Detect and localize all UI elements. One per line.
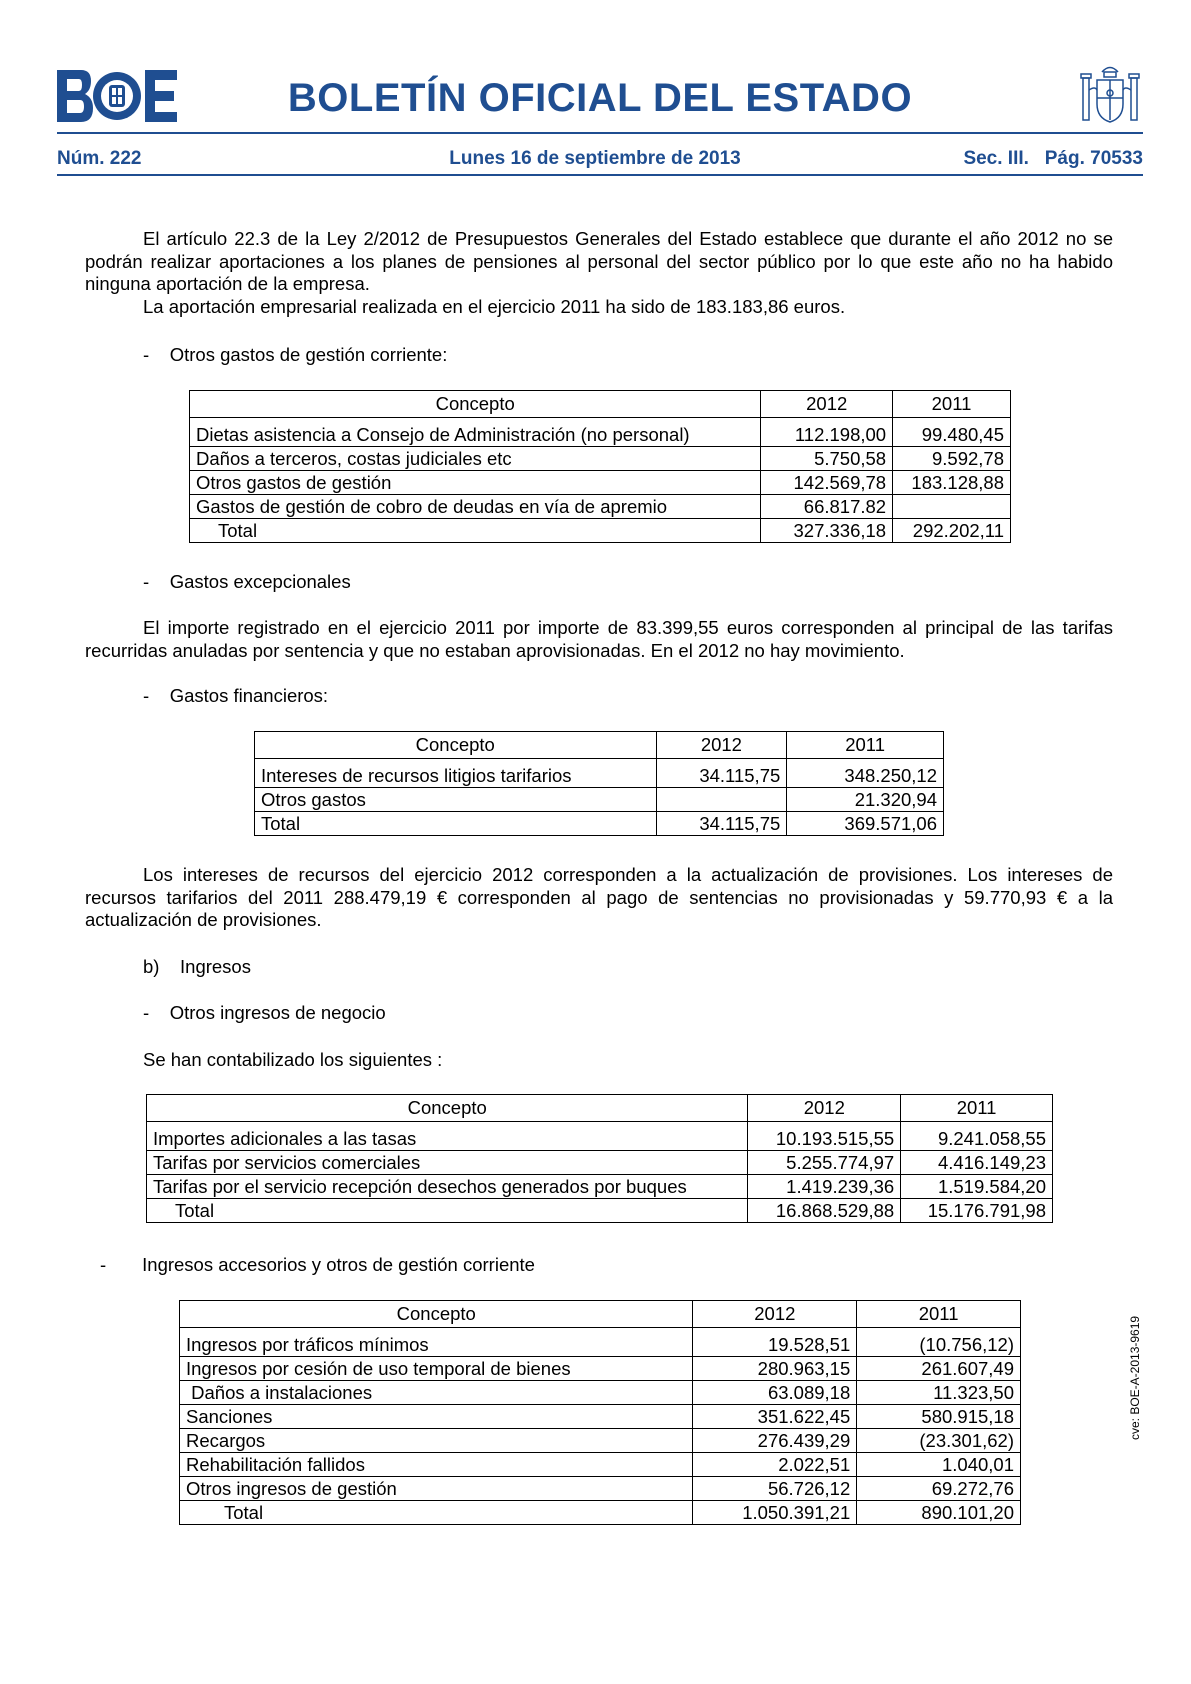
col-header-2012: 2012 xyxy=(693,1301,857,1328)
heading-gastos-excepcionales: - Gastos excepcionales xyxy=(143,571,351,592)
cell-2011: 99.480,45 xyxy=(893,418,1011,447)
cell-concepto: Recargos xyxy=(180,1429,693,1453)
cell-2012: 2.022,51 xyxy=(693,1453,857,1477)
cell-concepto: Daños a instalaciones xyxy=(180,1381,693,1405)
cell-2012: 63.089,18 xyxy=(693,1381,857,1405)
cell-concepto: Ingresos por cesión de uso temporal de bienes xyxy=(180,1357,693,1381)
cell-2011: (23.301,62) xyxy=(857,1429,1021,1453)
table-row xyxy=(180,1328,1021,1357)
table-gastos-financieros xyxy=(254,731,944,836)
cell-2011: 69.272,76 xyxy=(857,1477,1021,1501)
cell-concepto: Rehabilitación fallidos xyxy=(180,1453,693,1477)
cell-concepto: Otros gastos de gestión xyxy=(190,471,761,495)
cell-2011: 21.320,94 xyxy=(787,788,944,812)
cell-2012: 1.419.239,36 xyxy=(748,1175,901,1199)
table-total-row xyxy=(147,1199,1053,1223)
col-header-concepto: Concepto xyxy=(180,1301,693,1328)
cell-2012: 351.622,45 xyxy=(693,1405,857,1429)
cell-2012: 56.726,12 xyxy=(693,1477,857,1501)
cell-2012: 280.963,15 xyxy=(693,1357,857,1381)
table-total-row xyxy=(255,812,944,836)
paragraph-aportacion-2011: La aportación empresarial realizada en el ejercicio 2011 ha sido de 183.183,86 euros. xyxy=(143,296,846,317)
table-row xyxy=(147,1175,1053,1199)
cell-total-label: Total xyxy=(190,519,761,543)
paragraph-contabilizado: Se han contabilizado los siguientes : xyxy=(143,1049,443,1070)
table-row xyxy=(180,1381,1021,1405)
cell-total-2012: 1.050.391,21 xyxy=(693,1501,857,1525)
table-row xyxy=(190,447,1011,471)
cell-2011: 9.241.058,55 xyxy=(901,1122,1053,1151)
heading-otros-ingresos-negocio: - Otros ingresos de negocio xyxy=(143,1002,386,1023)
heading-gastos-financieros: - Gastos financieros: xyxy=(143,685,329,706)
cell-total-label: Total xyxy=(255,812,657,836)
cell-2012: 5.255.774,97 xyxy=(748,1151,901,1175)
cve-code: cve: BOE-A-2013-9619 xyxy=(1128,1315,1142,1440)
cell-total-2011: 369.571,06 xyxy=(787,812,944,836)
paragraph-ley-presupuestos: El artículo 22.3 de la Ley 2/2012 de Presupuestos Generales del Estado establece que durante el año 2012 no se podrán realizar aportaciones a los planes de pensiones al personal del sector público por lo que este año no ha habido ninguna aportación de la empresa. xyxy=(85,228,1113,294)
paragraph-intereses-recursos: Los intereses de recursos del ejercicio 2012 corresponden a la actualización de provisiones. Los intereses de recursos tarifarios del 2011 288.479,19 € corresponden al pago de sentencias no provisionadas y 59.770,93 € a la actualización de provisiones. xyxy=(85,864,1113,930)
cell-concepto: Importes adicionales a las tasas xyxy=(147,1122,748,1151)
col-header-2011: 2011 xyxy=(893,391,1011,418)
table-row xyxy=(180,1453,1021,1477)
table-header-row xyxy=(180,1301,1021,1328)
cell-2011: (10.756,12) xyxy=(857,1328,1021,1357)
col-header-2012: 2012 xyxy=(748,1095,901,1122)
cell-2011: 183.128,88 xyxy=(893,471,1011,495)
table-row xyxy=(180,1429,1021,1453)
table-row xyxy=(190,471,1011,495)
col-header-concepto: Concepto xyxy=(190,391,761,418)
table-row xyxy=(255,788,944,812)
col-header-2011: 2011 xyxy=(857,1301,1021,1328)
cell-total-2011: 292.202,11 xyxy=(893,519,1011,543)
col-header-2012: 2012 xyxy=(761,391,893,418)
cell-2012: 142.569,78 xyxy=(761,471,893,495)
table-otros-gastos-gestion xyxy=(189,390,1011,543)
cell-2012: 66.817.82 xyxy=(761,495,893,519)
cell-2011: 9.592,78 xyxy=(893,447,1011,471)
cell-total-label: Total xyxy=(180,1501,693,1525)
cell-2011: 1.519.584,20 xyxy=(901,1175,1053,1199)
cell-2011: 580.915,18 xyxy=(857,1405,1021,1429)
header-rule-top xyxy=(57,132,1143,134)
table-row xyxy=(180,1477,1021,1501)
cell-2012: 112.198,00 xyxy=(761,418,893,447)
cell-concepto: Dietas asistencia a Consejo de Administración (no personal) xyxy=(190,418,761,447)
cell-concepto: Tarifas por el servicio recepción desechos generados por buques xyxy=(147,1175,748,1199)
table-otros-ingresos-negocio xyxy=(146,1094,1053,1223)
cell-2012: 5.750,58 xyxy=(761,447,893,471)
cell-concepto: Otros gastos xyxy=(255,788,657,812)
cell-2012: 10.193.515,55 xyxy=(748,1122,901,1151)
heading-ingresos-accesorios: - Ingresos accesorios y otros de gestión corriente xyxy=(100,1254,535,1275)
cell-concepto: Intereses de recursos litigios tarifarios xyxy=(255,759,657,788)
col-header-2012: 2012 xyxy=(656,732,787,759)
cell-2012 xyxy=(656,788,787,812)
cell-2012: 276.439,29 xyxy=(693,1429,857,1453)
cell-total-2011: 15.176.791,98 xyxy=(901,1199,1053,1223)
table-total-row xyxy=(190,519,1011,543)
table-row xyxy=(180,1405,1021,1429)
cell-2011: 4.416.149,23 xyxy=(901,1151,1053,1175)
cell-2012: 19.528,51 xyxy=(693,1328,857,1357)
section-page: Sec. III. Pág. 70533 xyxy=(963,148,1143,169)
col-header-2011: 2011 xyxy=(901,1095,1053,1122)
cell-concepto: Sanciones xyxy=(180,1405,693,1429)
issue-date: Lunes 16 de septiembre de 2013 xyxy=(449,148,741,169)
cell-2011: 261.607,49 xyxy=(857,1357,1021,1381)
col-header-concepto: Concepto xyxy=(255,732,657,759)
table-header-row xyxy=(255,732,944,759)
cell-2011: 348.250,12 xyxy=(787,759,944,788)
table-row xyxy=(190,495,1011,519)
cell-concepto: Daños a terceros, costas judiciales etc xyxy=(190,447,761,471)
cell-total-2011: 890.101,20 xyxy=(857,1501,1021,1525)
heading-otros-gastos-gestion: - Otros gastos de gestión corriente: xyxy=(143,344,448,365)
cell-total-label: Total xyxy=(147,1199,748,1223)
table-row xyxy=(147,1122,1053,1151)
table-row xyxy=(255,759,944,788)
table-row xyxy=(147,1151,1053,1175)
cell-concepto: Otros ingresos de gestión xyxy=(180,1477,693,1501)
table-total-row xyxy=(180,1501,1021,1525)
bulletin-title: BOLETÍN OFICIAL DEL ESTADO xyxy=(287,76,913,120)
cell-2012: 34.115,75 xyxy=(656,759,787,788)
cell-concepto: Gastos de gestión de cobro de deudas en vía de apremio xyxy=(190,495,761,519)
table-header-row xyxy=(190,391,1011,418)
coat-of-arms-icon xyxy=(1075,60,1145,130)
cell-total-2012: 16.868.529,88 xyxy=(748,1199,901,1223)
heading-ingresos: b) Ingresos xyxy=(143,956,251,977)
table-header-row xyxy=(147,1095,1053,1122)
cell-total-2012: 327.336,18 xyxy=(761,519,893,543)
table-row xyxy=(190,418,1011,447)
table-row xyxy=(180,1357,1021,1381)
boe-logo xyxy=(57,70,177,122)
header-rule-bottom xyxy=(57,174,1143,176)
col-header-2011: 2011 xyxy=(787,732,944,759)
col-header-concepto: Concepto xyxy=(147,1095,748,1122)
cell-concepto: Tarifas por servicios comerciales xyxy=(147,1151,748,1175)
cell-total-2012: 34.115,75 xyxy=(656,812,787,836)
table-ingresos-accesorios xyxy=(179,1300,1021,1525)
cell-2011 xyxy=(893,495,1011,519)
issue-number: Núm. 222 xyxy=(57,148,142,169)
cell-2011: 11.323,50 xyxy=(857,1381,1021,1405)
paragraph-gastos-excepcionales: El importe registrado en el ejercicio 2011 por importe de 83.399,55 euros corresponden al principal de las tarifas recurridas anuladas por sentencia y que no estaban aprovisionadas. En el 2012 no hay movimiento. xyxy=(85,617,1113,661)
cell-2011: 1.040,01 xyxy=(857,1453,1021,1477)
cell-concepto: Ingresos por tráficos mínimos xyxy=(180,1328,693,1357)
